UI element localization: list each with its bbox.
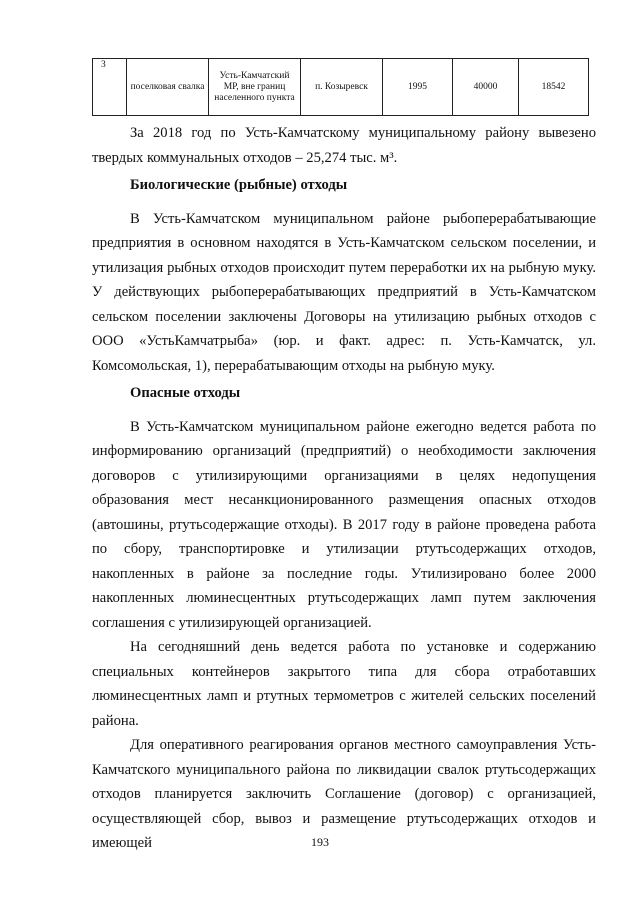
paragraph-tko-removal: За 2018 год по Усть-Камчатскому муниципальному району вывезено твердых коммунальных отходов – 25,274 тыс. м³. bbox=[92, 125, 596, 166]
paragraph-hazardous-work: В Усть-Камчатском муниципальном районе ежегодно ведется работа по информированию организаций (предприятий) о необходимости заключения договоров с утилизирующими организациями в целях недопущения образования мест несанкционированного размещения опасных отходов (автошины, ртутьсодержащие отходы). В 2017 году в районе проведена работа по сбору, транспортировке и утилизации ртутьсодержащих отходов, накопленных в районе за последние годы. Утилизировано более 2000 накопленных люминесцентных ртутьсодержащих ламп путем заключения соглашения с утилизирующей организацией. bbox=[92, 418, 596, 631]
cell-number: 3 bbox=[93, 59, 127, 116]
body-text bbox=[92, 121, 596, 856]
paragraph-containers: На сегодняшний день ведется работа по установке и содержанию специальных контейнеров закрытого типа для сбора отработавших люминесцентных ламп и ртутных термометров с жителей сельских поселений района. bbox=[92, 639, 596, 729]
cell-settlement: п. Козыревск bbox=[301, 59, 383, 116]
cell-object-type: поселковая свалка bbox=[127, 59, 209, 116]
page-number: 193 bbox=[311, 835, 329, 849]
heading-hazardous-waste: Опасные отходы bbox=[130, 385, 241, 401]
cell-year: 1995 bbox=[383, 59, 453, 116]
table-row bbox=[93, 59, 589, 116]
cell-area: 40000 bbox=[453, 59, 519, 116]
paragraph-fish-waste: В Усть-Камчатском муниципальном районе рыбоперерабатывающие предприятия в основном находятся в Усть-Камчатском сельском поселении, и утилизация рыбных отходов происходит путем переработки их на рыбную муку. У действующих рыбоперерабатывающих предприятий в Усть-Камчатском сельском поселении заключены Договоры на утилизацию рыбных отходов с ООО «УстьКамчатрыба» (юр. и факт. адрес: п. Усть-Камчатск, ул. Комсомольская, 1), перерабатывающим отходы на рыбную муку. bbox=[92, 210, 596, 374]
cell-location: Усть-Камчатский МР, вне границ населенного пункта bbox=[209, 59, 301, 116]
paragraph-agreement: Для оперативного реагирования органов местного самоуправления Усть-Камчатского муниципального района по ликвидации свалок ртутьсодержащих отходов планируется заключить Соглашение (договор) с организацией, осуществляющей сбор, вывоз и размещение ртутьсодержащих отходов и имеющей bbox=[92, 737, 596, 851]
cell-volume: 18542 bbox=[519, 59, 589, 116]
heading-biological-waste: Биологические (рыбные) отходы bbox=[130, 177, 348, 193]
landfill-table-fragment bbox=[92, 58, 589, 116]
